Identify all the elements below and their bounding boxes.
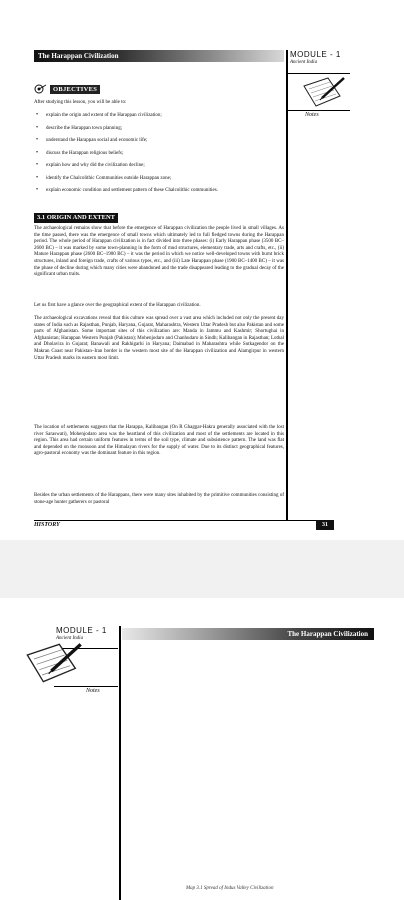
module-subtitle: Ancient India — [56, 636, 84, 641]
objective-item: • explain how and why did the civilization decline; — [34, 162, 284, 169]
paragraph: The archaeological remains show that before the emergence of Harappan civilization the people lived in small villages. As the time passed, there was the emergence of small towns which ultimately led to full fledged towns during the Harappan period. The whole period of Harappan civilization is in fact divided into three phases: (i) Early Harappan phase (3500 BC–2600 BC) – it was marked by some town-planning in the form of mud structures, elementary trade, arts and crafts, etc., (ii) Mature Harappan phase (2600 BC–1900 BC) – it was the period in which we notice well-developed towns with burnt brick structures, inland and foreign trade, crafts of various types, etc., and (iii) Late Harappan phase (1900 BC–1400 BC) – it was the phase of decline during which many cities were abandoned and the trade disappeared leading to the gradual decay of the significant urban traits. — [34, 226, 284, 278]
notes-label: Notes — [86, 688, 100, 694]
objective-item: • describe the Harappan town planning; — [34, 125, 284, 132]
notebook-pen-icon — [300, 74, 348, 110]
paragraph: The location of settlements suggests that the Harappa, Kalibangan (On R Ghaggar-Hakra generally associated with the lost river Saraswati), Mohenjodaro area was the heartland of this civilization and most of the settlements are located in this region. This area had certain uniform features in terms of the soil type, climate and subsistence pattern. The land was flat and depended on the monsoon and the Himalayan rivers for the supply of water. Due to its distinct geographical features, agro-pastoral economy was the dominant feature in this region. — [34, 425, 284, 457]
notes-rule — [288, 110, 350, 111]
page-number: 31 — [316, 520, 334, 530]
objective-item: • understand the Harappan social and economic life; — [34, 137, 284, 144]
module-label — [290, 50, 350, 65]
chapter-title-bar — [122, 628, 374, 640]
book-page-32 — [0, 598, 404, 900]
footer-subject: HISTORY — [34, 522, 60, 528]
margin-divider — [119, 626, 121, 900]
objective-item: • identify the Chalcolithic Communities outside Harappan zone; — [34, 175, 284, 182]
paragraph: Besides the urban settlements of the Harappans, there were many sites inhabited by the primitive communities consisting of stone-age hunter gatherers or pastoral — [34, 493, 284, 505]
objective-item: • discuss the Harappan religious beliefs; — [34, 150, 284, 157]
objectives-icon — [34, 84, 47, 94]
module-title: MODULE - 1 — [290, 50, 341, 59]
notes-label: Notes — [305, 112, 319, 118]
paragraph: The archaeological excavations reveal that this culture was spread over a vast area which included not only the present day states of India such as Rajasthan, Punjab, Haryana, Gujarat, Maharashtra, Western Uttar Pradesh but also Pakistan and some parts of Afghanistan. Some important sites of this civilization are: Manda in Jammu and Kashmir; Shortughai in Afghanistan; Harappan Western Punjab (Pakistan); Mohenjodaro and Chanhudaro in Sindh; Kalibangan in Rajasthan; Lothal and Dholavira in Gujarat; Banawali and Rakhigarhi in Haryana; Daimabad in Maharashtra while Sutkagendor on the Makran Coast near Pakistan–Iran border is the western most site of the Harappan civilization and Alamgirpur in western Uttar Pradesh marks its eastern most limit. — [34, 316, 284, 361]
objective-item: • explain economic condition and settlement pattern of these Chalcolithic communities. — [34, 187, 284, 194]
chapter-title-bar — [34, 50, 284, 62]
objective-item: • explain the origin and extent of the Harappan civilization; — [34, 112, 284, 119]
objectives-list — [34, 112, 284, 200]
notes-rule — [54, 686, 118, 687]
margin-divider — [286, 50, 288, 520]
section-heading: 3.1 ORIGIN AND EXTENT — [34, 213, 118, 223]
paragraph: Let us first have a glance over the geographical extent of the Harappan civilization. — [34, 303, 201, 308]
map-caption: Map 3.1 Spread of Indus Valley Civilization — [186, 886, 274, 891]
page-gap — [0, 540, 404, 598]
objectives-intro: After studying this lesson, you will be able to: — [34, 100, 127, 105]
module-subtitle: Ancient India — [290, 60, 318, 65]
footer-rule — [34, 520, 334, 521]
notebook-pen-icon — [22, 638, 86, 688]
module-title: MODULE - 1 — [56, 626, 107, 635]
objectives-label: OBJECTIVES — [50, 85, 100, 94]
chapter-title: The Harappan Civilization — [287, 630, 368, 638]
chapter-title: The Harappan Civilization — [38, 52, 119, 60]
objectives-heading — [34, 84, 100, 94]
